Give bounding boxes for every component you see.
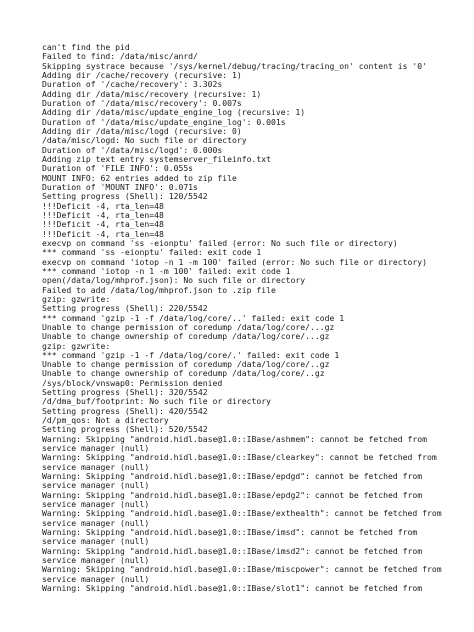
log-line: gzip: gzwrite: [42, 293, 111, 304]
log-line: gzip: gzwrite: [42, 340, 111, 351]
log-line: Setting progress (Shell): 120/5542 [42, 191, 208, 202]
log-line: *** command 'gzip -1 -f /data/log/core/..' failed: exit code 1 [42, 312, 345, 323]
log-line: Adding zip text entry systemserver_fileinfo.txt [42, 153, 272, 164]
log-line: !!!Deficit -4, rta_len=48 [42, 209, 164, 220]
log-line: Unable to change ownership of coredump /data/log/core/...gz [42, 331, 330, 342]
log-line: Warning: Skipping "android.hidl.base@1.0::IBase/ashmem": cannot be fetched from [42, 433, 427, 444]
log-line: MOUNT INFO: 62 entries added to zip file [42, 172, 237, 183]
log-line: /d/dma_buf/footprint: No such file or directory [42, 396, 272, 407]
log-line: Unable to change permission of coredump /data/log/core/...gz [42, 321, 335, 332]
log-line: Adding dir /cache/recovery (recursive: 1) [42, 69, 242, 80]
log-line: Failed to find: /data/misc/anrd/ [42, 51, 198, 62]
log-line: Duration of '/data/misc/update_engine_log': 0.001s [42, 116, 286, 127]
log-line: service manager (null) [42, 517, 150, 528]
log-line: Unable to change ownership of coredump /data/log/core/..gz [42, 368, 325, 379]
log-line: Duration of '/data/misc/logd': 0.000s [42, 144, 223, 155]
log-line: service manager (null) [42, 443, 150, 454]
log-line: *** command 'iotop -n 1 -m 100' failed: exit code 1 [42, 265, 291, 276]
log-line: Adding dir /data/misc/update_engine_log (recursive: 1) [42, 107, 306, 118]
log-line: Setting progress (Shell): 420/5542 [42, 405, 208, 416]
log-line: *** command 'gzip -1 -f /data/log/core/.' failed: exit code 1 [42, 349, 340, 360]
log-line: service manager (null) [42, 536, 150, 547]
log-line: Duration of '/cache/recovery': 3.302s [42, 79, 223, 90]
log-line: !!!Deficit -4, rta_len=48 [42, 219, 164, 230]
log-line: Setting progress (Shell): 520/5542 [42, 424, 208, 435]
log-line: service manager (null) [42, 573, 150, 584]
log-line: Duration of 'FILE INFO': 0.055s [42, 163, 194, 174]
log-line: open(/data/log/mhprof.json): No such file or directory [42, 275, 306, 286]
log-line: service manager (null) [42, 461, 150, 472]
log-line: execvp on command 'ss -eionptu' failed (error: No such file or directory) [42, 237, 398, 248]
log-line: Skipping systrace because '/sys/kernel/debug/tracing/tracing_on' content is '0' [42, 60, 427, 71]
log-line: Warning: Skipping "android.hidl.base@1.0::IBase/imsd2": cannot be fetched from [42, 545, 423, 556]
log-line: Warning: Skipping "android.hidl.base@1.0::IBase/epdg2": cannot be fetched from [42, 489, 423, 500]
log-line: service manager (null) [42, 499, 150, 510]
log-line: /d/pm_qos: Not a directory [42, 415, 169, 426]
log-line: Warning: Skipping "android.hidl.base@1.0::IBase/slot1": cannot be fetched from [42, 583, 423, 594]
log-line: Adding dir /data/misc/logd (recursive: 0) [42, 125, 242, 136]
log-line: execvp on command 'iotop -n 1 -m 100' failed (error: No such file or directory) [42, 256, 427, 267]
log-line: Duration of '/data/misc/recovery': 0.007s [42, 97, 242, 108]
log-line: Adding dir /data/misc/recovery (recursive: 1) [42, 88, 262, 99]
log-line: /sys/block/vnswap0: Permission denied [42, 377, 223, 388]
log-line: service manager (null) [42, 555, 150, 566]
log-line: Warning: Skipping "android.hidl.base@1.0::IBase/clearkey": cannot be fetched from [42, 452, 437, 463]
log-line: Setting progress (Shell): 220/5542 [42, 303, 208, 314]
log-line: service manager (null) [42, 480, 150, 491]
log-text-block [42, 43, 462, 593]
log-line: *** command 'ss -eionptu' failed: exit code 1 [42, 247, 262, 258]
log-line: Setting progress (Shell): 320/5542 [42, 387, 208, 398]
log-line: !!!Deficit -4, rta_len=48 [42, 228, 164, 239]
log-line: Warning: Skipping "android.hidl.base@1.0::IBase/epdgd": cannot be fetched from [42, 471, 423, 482]
log-line: can't find the pid [42, 42, 130, 52]
log-line: Failed to add /data/log/mhprof.json to .zip file [42, 284, 276, 295]
log-line: Duration of 'MOUNT INFO': 0.071s [42, 181, 198, 192]
log-line: Warning: Skipping "android.hidl.base@1.0::IBase/miscpower": cannot be fetched from [42, 564, 442, 575]
log-line: /data/misc/logd: No such file or directory [42, 135, 247, 146]
log-line: Unable to change permission of coredump /data/log/core/..gz [42, 359, 330, 370]
log-line: !!!Deficit -4, rta_len=48 [42, 200, 164, 211]
log-line: Warning: Skipping "android.hidl.base@1.0::IBase/imsd": cannot be fetched from [42, 527, 418, 538]
log-line: Warning: Skipping "android.hidl.base@1.0::IBase/exthealth": cannot be fetched from [42, 508, 442, 519]
